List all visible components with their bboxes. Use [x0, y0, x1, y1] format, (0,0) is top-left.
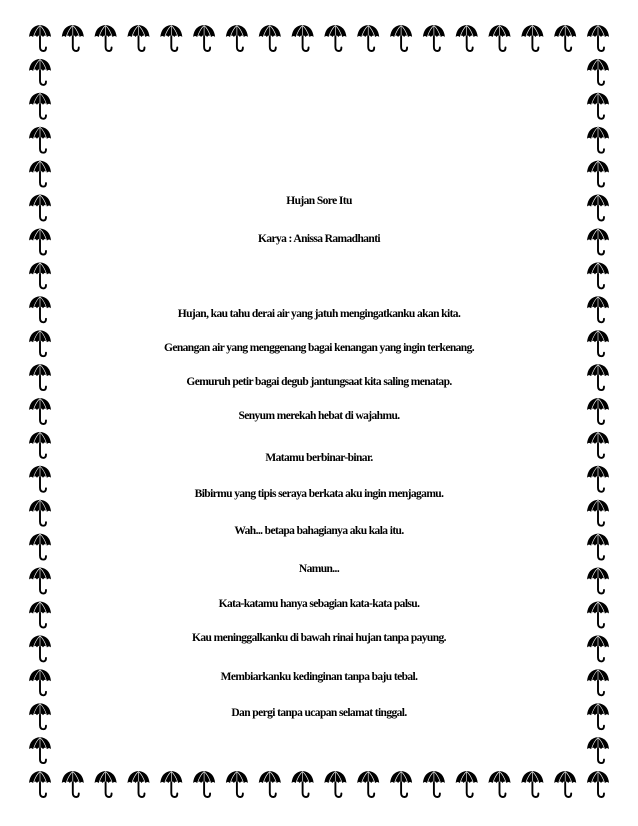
umbrella-icon [587, 635, 609, 661]
umbrella-icon [587, 195, 609, 221]
umbrella-icon [29, 161, 51, 187]
poem-line: Genangan air yang menggenang bagai kenangan yang ingin terkenang. [163, 342, 474, 354]
umbrella-icon [587, 602, 609, 628]
poem-line: Membiarkanku kedinginan tanpa baju tebal. [220, 671, 418, 683]
poem-line: Namun... [298, 563, 340, 575]
umbrella-icon [29, 568, 51, 594]
umbrella-icon [587, 703, 609, 729]
umbrella-icon [29, 59, 51, 85]
umbrella-icon [587, 330, 609, 356]
umbrella-icon [29, 703, 51, 729]
umbrella-icon [29, 93, 51, 119]
umbrella-icon [29, 534, 51, 560]
poem-line: Kata-katamu hanya sebagian kata-kata palsu. [218, 598, 420, 610]
poem-body [80, 0, 558, 826]
umbrella-icon [29, 500, 51, 526]
umbrella-icon [29, 296, 51, 322]
umbrella-icon [587, 127, 609, 153]
umbrella-icon [587, 466, 609, 492]
poem-line: Gemuruh petir bagai degub jantungsaat kita saling menatap. [186, 376, 452, 388]
umbrella-icon [587, 500, 609, 526]
umbrella-icon [29, 771, 51, 797]
umbrella-icon [29, 25, 51, 51]
umbrella-icon [587, 364, 609, 390]
umbrella-icon [587, 229, 609, 255]
umbrella-icon [29, 127, 51, 153]
umbrella-icon [29, 364, 51, 390]
umbrella-icon [29, 466, 51, 492]
umbrella-icon [29, 737, 51, 763]
poem-line: Dan pergi tanpa ucapan selamat tinggal. [231, 707, 407, 719]
umbrella-icon [29, 669, 51, 695]
umbrella-icon [587, 669, 609, 695]
author-line: Karya : Anissa Ramadhanti [257, 233, 381, 245]
poem-line: Bibirmu yang tipis seraya berkata aku ingin menjagamu. [194, 488, 444, 500]
umbrella-icon [587, 737, 609, 763]
umbrella-icon [587, 262, 609, 288]
umbrella-icon [587, 296, 609, 322]
umbrella-icon [587, 534, 609, 560]
umbrella-icon [29, 635, 51, 661]
umbrella-icon [587, 432, 609, 458]
umbrella-icon [29, 602, 51, 628]
umbrella-icon [587, 93, 609, 119]
poem-line: Kau meninggalkanku di bawah rinai hujan tanpa payung. [192, 632, 446, 644]
umbrella-icon [587, 25, 609, 51]
umbrella-icon [29, 229, 51, 255]
umbrella-icon [29, 398, 51, 424]
page-title: Hujan Sore Itu [286, 195, 352, 207]
umbrella-icon [587, 398, 609, 424]
poem-line: Matamu berbinar-binar. [265, 452, 373, 464]
umbrella-icon [29, 262, 51, 288]
poem-line: Wah... betapa bahagianya aku kala itu. [234, 525, 404, 537]
poem-line: Hujan, kau tahu derai air yang jatuh mengingatkanku akan kita. [177, 308, 461, 320]
umbrella-icon [29, 330, 51, 356]
umbrella-icon [587, 771, 609, 797]
poem-line: Senyum merekah hebat di wajahmu. [238, 410, 400, 422]
umbrella-icon [587, 161, 609, 187]
umbrella-icon [29, 195, 51, 221]
umbrella-icon [29, 432, 51, 458]
umbrella-icon [587, 59, 609, 85]
umbrella-icon [587, 568, 609, 594]
